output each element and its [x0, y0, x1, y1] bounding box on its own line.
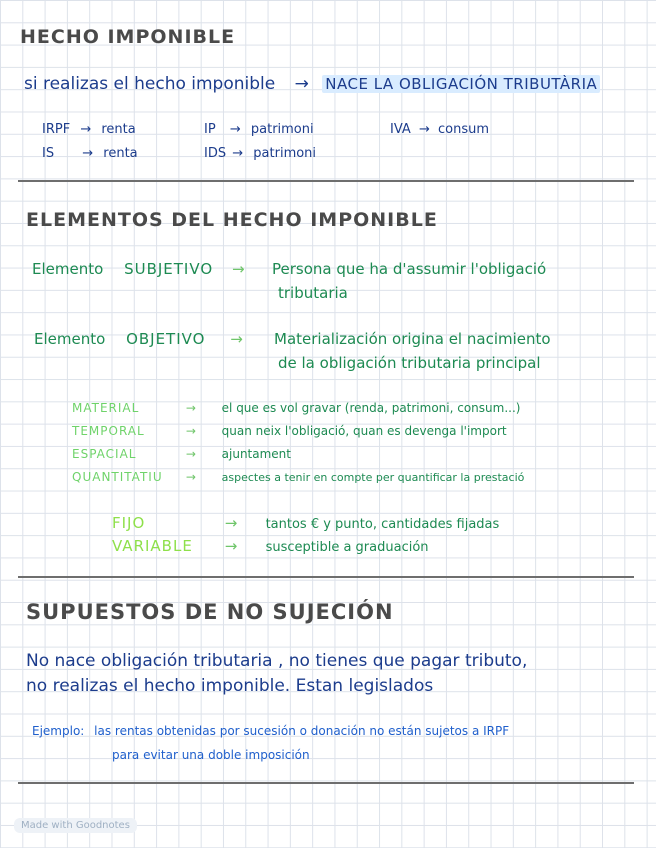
statement-lead: si realizas el hecho imponible [24, 74, 276, 94]
tax-meaning: patrimoni [250, 122, 314, 137]
statement-result: NACE LA OBLIGACIÓN TRIBUTÀRIA [322, 75, 600, 93]
component-label: ESPACIAL [72, 447, 137, 461]
subjective-definition-line-2: tributaria [278, 284, 348, 302]
objective-element [34, 330, 243, 348]
section-title-no-sujecion: SUPUESTOS DE NO SUJECIÓN [26, 600, 394, 624]
arrow-icon: → [294, 74, 309, 94]
variable-label: VARIABLE [112, 537, 193, 555]
tax-item [204, 146, 316, 161]
component-label: MATERIAL [72, 401, 140, 415]
variable-text: susceptible a graduación [265, 540, 429, 555]
subjective-definition-line-1: Persona que ha d'assumir l'obligació [272, 260, 547, 278]
tax-abbr: IRPF [42, 122, 71, 137]
tax-abbr: IVA [390, 122, 411, 137]
arrow-icon: → [224, 537, 238, 555]
section-title-hecho-imponible: HECHO IMPONIBLE [20, 26, 236, 48]
section-divider [18, 180, 634, 182]
section-divider [18, 782, 634, 784]
arrow-icon: → [185, 470, 196, 484]
arrow-icon: → [80, 122, 92, 137]
component-row [72, 447, 291, 461]
example-line-1 [32, 724, 509, 738]
tax-meaning: consum [437, 122, 490, 137]
arrow-icon: → [418, 122, 430, 137]
element-key: OBJETIVO [126, 330, 206, 348]
component-row [72, 470, 524, 484]
variable-row [112, 537, 429, 555]
component-text: quan neix l'obligació, quan es devenga l'import [221, 424, 507, 438]
tax-abbr: IDS [204, 146, 227, 161]
goodnotes-watermark: Made with Goodnotes [14, 818, 137, 833]
element-label: Elemento [32, 260, 104, 278]
fixed-text: tantos € y punto, cantidades fijadas [265, 517, 500, 532]
tax-item [390, 122, 489, 137]
fixed-row [112, 514, 499, 532]
component-text: aspectes a tenir en compte per quantificar la prestació [221, 471, 525, 484]
arrow-icon: → [231, 260, 245, 278]
tax-meaning: patrimoni [253, 146, 317, 161]
no-sujecion-body-line-2: no realizas el hecho imponible. Estan legislados [26, 676, 434, 696]
tax-abbr: IP [204, 122, 216, 137]
example-text: las rentas obtenidas por sucesión o donación no están sujetos a IRPF [94, 724, 510, 738]
subjective-element [32, 260, 245, 278]
example-line-2: para evitar una doble imposición [112, 748, 310, 762]
tax-meaning: renta [101, 122, 136, 137]
component-label: TEMPORAL [72, 424, 145, 438]
objective-definition-line-2: de la obligación tributaria principal [278, 354, 541, 372]
component-row [72, 401, 520, 415]
objective-definition-line-1: Materialización origina el nacimiento [274, 330, 551, 348]
arrow-icon: → [185, 424, 196, 438]
component-text: ajuntament [221, 447, 291, 461]
arrow-icon: → [185, 401, 196, 415]
arrow-icon: → [185, 447, 196, 461]
arrow-icon: → [229, 122, 241, 137]
component-row [72, 424, 507, 438]
fixed-label: FIJO [112, 514, 146, 532]
tax-item [42, 146, 138, 161]
arrow-icon: → [224, 514, 238, 532]
tax-item [204, 122, 314, 137]
element-label: Elemento [34, 330, 106, 348]
section-divider [18, 576, 634, 578]
arrow-icon: → [232, 146, 244, 161]
section-title-elementos: ELEMENTOS DEL HECHO IMPONIBLE [26, 209, 438, 231]
example-label: Ejemplo: [32, 724, 85, 738]
hecho-imponible-statement [24, 74, 600, 94]
no-sujecion-body-line-1: No nace obligación tributaria , no tienes que pagar tributo, [26, 651, 528, 671]
arrow-icon: → [82, 146, 94, 161]
component-text: el que es vol gravar (renda, patrimoni, consum...) [221, 401, 521, 415]
component-label: QUANTITATIU [72, 470, 163, 484]
arrow-icon: → [230, 330, 243, 348]
tax-item [42, 122, 136, 137]
tax-meaning: renta [103, 146, 138, 161]
tax-abbr: IS [42, 146, 55, 161]
element-key: SUBJETIVO [124, 260, 214, 278]
